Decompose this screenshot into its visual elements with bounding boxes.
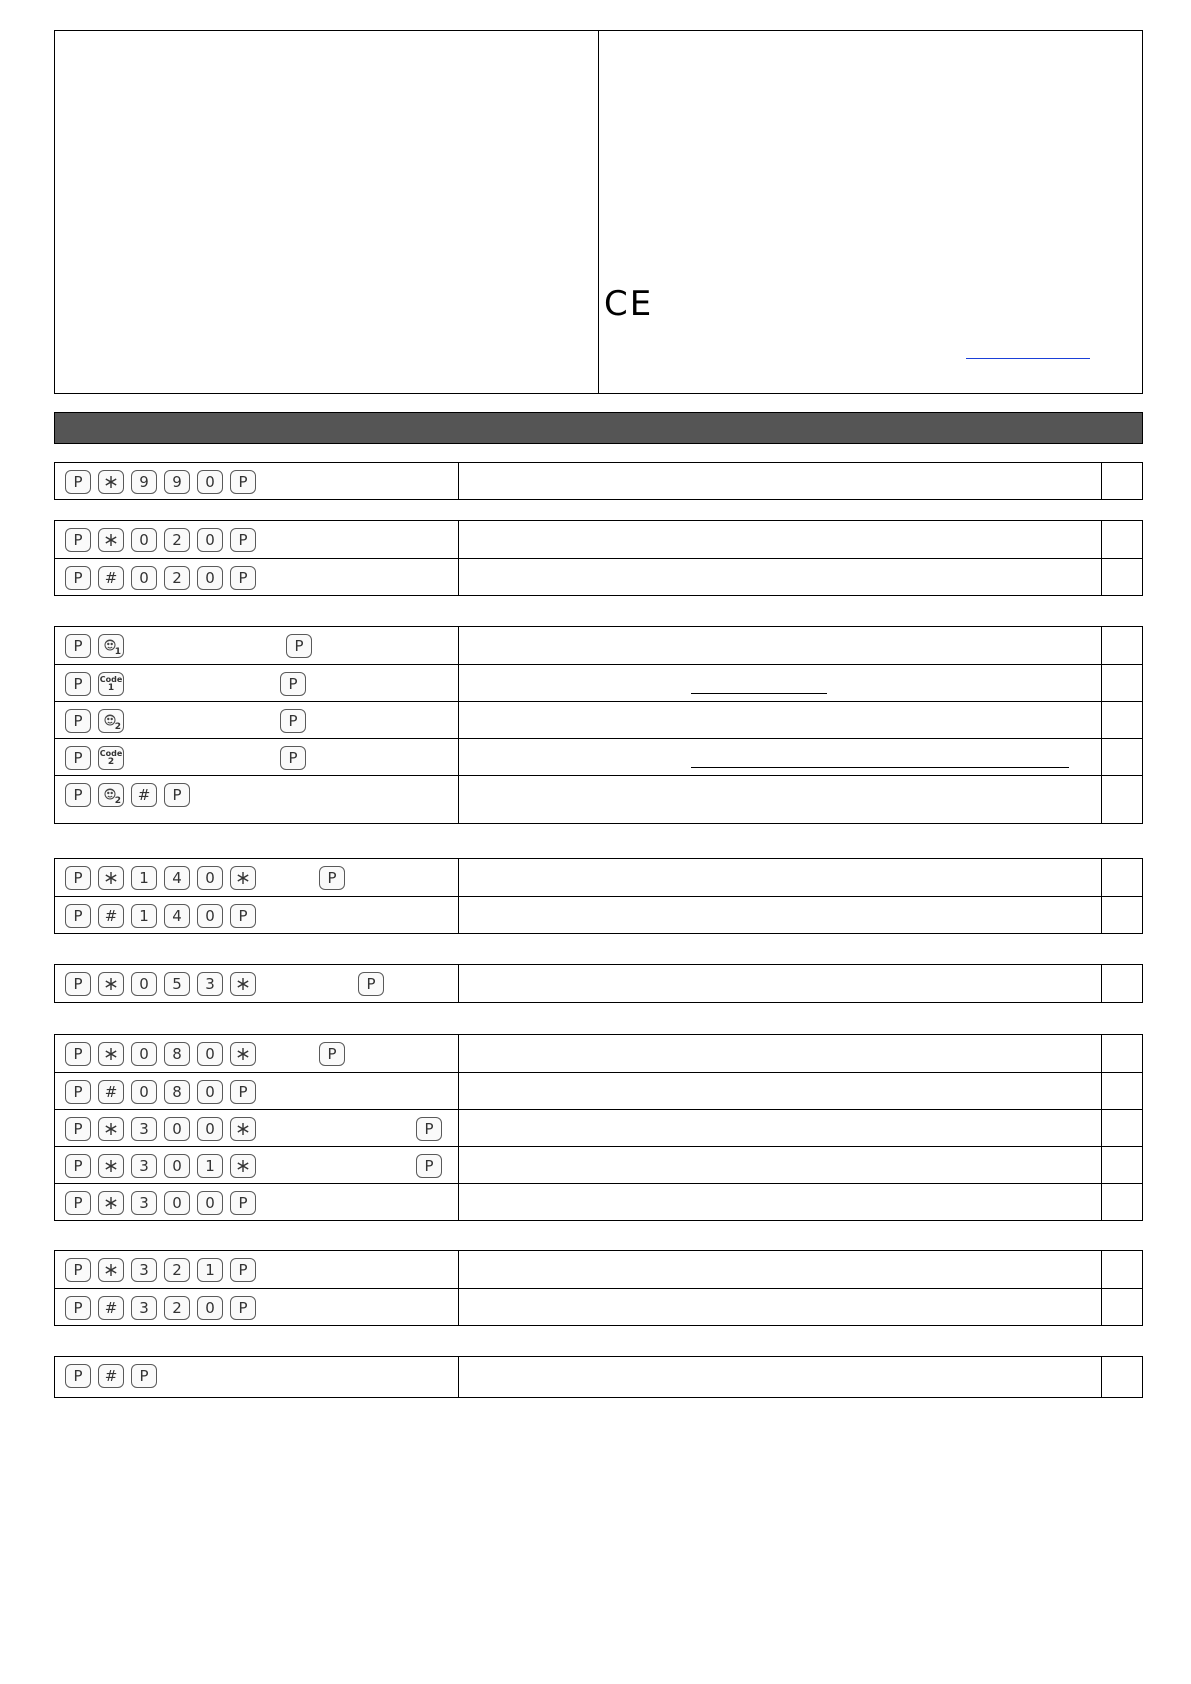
table-row (55, 1146, 1142, 1183)
p-key: P (416, 1154, 442, 1178)
p-key: P (65, 1042, 91, 1066)
command-table-7 (54, 1250, 1143, 1326)
p-key: P (65, 566, 91, 590)
star-key-icon (98, 470, 124, 494)
digit-key: 2 (164, 566, 190, 590)
table-row (55, 775, 1142, 823)
star-key-icon (98, 972, 124, 996)
table-row (55, 463, 1142, 499)
p-key: P (164, 783, 190, 807)
p-key: P (230, 904, 256, 928)
user-number: 1 (114, 647, 121, 657)
cell-divider (1101, 897, 1102, 933)
user-face-key-icon (98, 634, 124, 658)
p-key: P (65, 1258, 91, 1282)
cell-divider (1101, 1289, 1102, 1325)
star-key-icon (230, 1154, 256, 1178)
p-key: P (230, 566, 256, 590)
cell-divider (458, 1289, 459, 1325)
digit-key: 1 (131, 866, 157, 890)
p-key: P (65, 904, 91, 928)
user-number: 2 (114, 796, 121, 806)
table-row (55, 1183, 1142, 1220)
digit-key: 0 (197, 866, 223, 890)
p-key: P (280, 746, 306, 770)
star-key-icon (230, 1117, 256, 1141)
cell-divider (458, 463, 459, 499)
star-key-icon (98, 528, 124, 552)
digit-key: 0 (197, 1080, 223, 1104)
digit-key: 0 (131, 528, 157, 552)
cell-divider (458, 965, 459, 1002)
p-key: P (65, 634, 91, 658)
cell-divider (1101, 776, 1102, 823)
table-row (55, 1251, 1142, 1288)
digit-key: 0 (131, 1080, 157, 1104)
cell-divider (1101, 463, 1102, 499)
cell-divider (458, 1110, 459, 1146)
cell-divider (1101, 1147, 1102, 1183)
star-key-icon (98, 1042, 124, 1066)
digit-key: 2 (164, 1258, 190, 1282)
cell-divider (1101, 1035, 1102, 1072)
p-key: P (65, 746, 91, 770)
top-info-box (54, 30, 1143, 394)
cell-divider (458, 739, 459, 775)
top-link-underline[interactable] (966, 358, 1090, 359)
link-underline[interactable] (691, 693, 827, 694)
cell-divider (458, 559, 459, 595)
user-face-key-icon (98, 709, 124, 733)
digit-key: 9 (131, 470, 157, 494)
cell-divider (1101, 1251, 1102, 1288)
table-row (55, 738, 1142, 775)
user-number: 2 (114, 722, 121, 732)
cell-divider (458, 1147, 459, 1183)
digit-key: 1 (197, 1154, 223, 1178)
cell-divider (458, 897, 459, 933)
star-key-icon (98, 1154, 124, 1178)
cell-divider (1101, 965, 1102, 1002)
cell-divider (458, 665, 459, 701)
digit-key: 0 (131, 972, 157, 996)
table-row (55, 1072, 1142, 1109)
table-row (55, 627, 1142, 664)
digit-key: 0 (131, 566, 157, 590)
command-table-5 (54, 964, 1143, 1003)
cell-divider (458, 1035, 459, 1072)
digit-key: 0 (197, 1191, 223, 1215)
cell-divider (458, 627, 459, 664)
top-box-divider (598, 31, 599, 393)
p-key: P (65, 1191, 91, 1215)
p-key: P (65, 1117, 91, 1141)
p-key: P (230, 470, 256, 494)
p-key: P (280, 672, 306, 696)
digit-key: 1 (131, 904, 157, 928)
digit-key: 8 (164, 1042, 190, 1066)
cell-divider (1101, 521, 1102, 558)
command-table-2 (54, 520, 1143, 596)
star-key-icon (230, 866, 256, 890)
p-key: P (65, 1296, 91, 1320)
command-table-1 (54, 462, 1143, 500)
p-key: P (230, 1080, 256, 1104)
code-key-icon (98, 746, 124, 770)
table-row (55, 1035, 1142, 1072)
code-key-label: Code (99, 749, 123, 758)
cell-divider (1101, 1184, 1102, 1220)
hash-key: # (131, 783, 157, 807)
star-key-icon (230, 972, 256, 996)
digit-key: 1 (197, 1258, 223, 1282)
command-table-3 (54, 626, 1143, 824)
user-face-key-icon (98, 783, 124, 807)
p-key: P (319, 1042, 345, 1066)
hash-key: # (98, 904, 124, 928)
table-row (55, 1288, 1142, 1325)
digit-key: 5 (164, 972, 190, 996)
command-table-4 (54, 858, 1143, 934)
digit-key: 3 (131, 1258, 157, 1282)
hash-key: # (98, 566, 124, 590)
cell-divider (458, 1251, 459, 1288)
table-row (55, 859, 1142, 896)
p-key: P (65, 783, 91, 807)
cell-divider (458, 702, 459, 738)
cell-divider (458, 1357, 459, 1397)
digit-key: 3 (197, 972, 223, 996)
cell-divider (1101, 859, 1102, 896)
p-key: P (65, 709, 91, 733)
table-row (55, 521, 1142, 558)
p-key: P (319, 866, 345, 890)
digit-key: 2 (164, 1296, 190, 1320)
p-key: P (286, 634, 312, 658)
section-banner (54, 412, 1143, 444)
cell-divider (1101, 1073, 1102, 1109)
digit-key: 0 (197, 566, 223, 590)
cell-divider (1101, 1110, 1102, 1146)
star-key-icon (98, 1117, 124, 1141)
digit-key: 0 (131, 1042, 157, 1066)
p-key: P (230, 1258, 256, 1282)
p-key: P (65, 866, 91, 890)
digit-key: 0 (164, 1117, 190, 1141)
digit-key: 4 (164, 866, 190, 890)
link-underline[interactable] (691, 767, 1069, 768)
command-table-8 (54, 1356, 1143, 1398)
p-key: P (65, 528, 91, 552)
cell-divider (1101, 1357, 1102, 1397)
table-row (55, 558, 1142, 595)
table-row (55, 965, 1142, 1002)
cell-divider (1101, 665, 1102, 701)
digit-key: 3 (131, 1117, 157, 1141)
hash-key: # (98, 1364, 124, 1388)
cell-divider (458, 521, 459, 558)
digit-key: 9 (164, 470, 190, 494)
p-key: P (65, 1154, 91, 1178)
hash-key: # (98, 1296, 124, 1320)
p-key: P (280, 709, 306, 733)
digit-key: 0 (197, 904, 223, 928)
p-key: P (65, 1364, 91, 1388)
cell-divider (458, 776, 459, 823)
digit-key: 0 (197, 1117, 223, 1141)
p-key: P (358, 972, 384, 996)
cell-divider (1101, 627, 1102, 664)
digit-key: 3 (131, 1154, 157, 1178)
code-key-number: 2 (107, 757, 115, 767)
star-key-icon (98, 866, 124, 890)
table-row (55, 896, 1142, 933)
digit-key: 0 (164, 1191, 190, 1215)
p-key: P (65, 972, 91, 996)
star-key-icon (98, 1258, 124, 1282)
cell-divider (458, 1184, 459, 1220)
table-row (55, 1357, 1142, 1397)
p-key: P (65, 470, 91, 494)
code-key-number: 1 (107, 683, 115, 693)
command-table-6 (54, 1034, 1143, 1221)
ce-mark: CE (604, 284, 654, 324)
digit-key: 4 (164, 904, 190, 928)
cell-divider (1101, 559, 1102, 595)
code-key-icon (98, 672, 124, 696)
p-key: P (230, 1296, 256, 1320)
digit-key: 0 (197, 1042, 223, 1066)
p-key: P (416, 1117, 442, 1141)
p-key: P (131, 1364, 157, 1388)
digit-key: 3 (131, 1191, 157, 1215)
cell-divider (1101, 739, 1102, 775)
p-key: P (230, 1191, 256, 1215)
digit-key: 0 (197, 470, 223, 494)
digit-key: 0 (164, 1154, 190, 1178)
star-key-icon (230, 1042, 256, 1066)
cell-divider (1101, 702, 1102, 738)
p-key: P (230, 528, 256, 552)
table-row (55, 664, 1142, 701)
digit-key: 3 (131, 1296, 157, 1320)
star-key-icon (98, 1191, 124, 1215)
hash-key: # (98, 1080, 124, 1104)
digit-key: 0 (197, 528, 223, 552)
p-key: P (65, 672, 91, 696)
cell-divider (458, 859, 459, 896)
code-key-label: Code (99, 675, 123, 684)
digit-key: 0 (197, 1296, 223, 1320)
cell-divider (458, 1073, 459, 1109)
digit-key: 2 (164, 528, 190, 552)
table-row (55, 701, 1142, 738)
digit-key: 8 (164, 1080, 190, 1104)
table-row (55, 1109, 1142, 1146)
p-key: P (65, 1080, 91, 1104)
